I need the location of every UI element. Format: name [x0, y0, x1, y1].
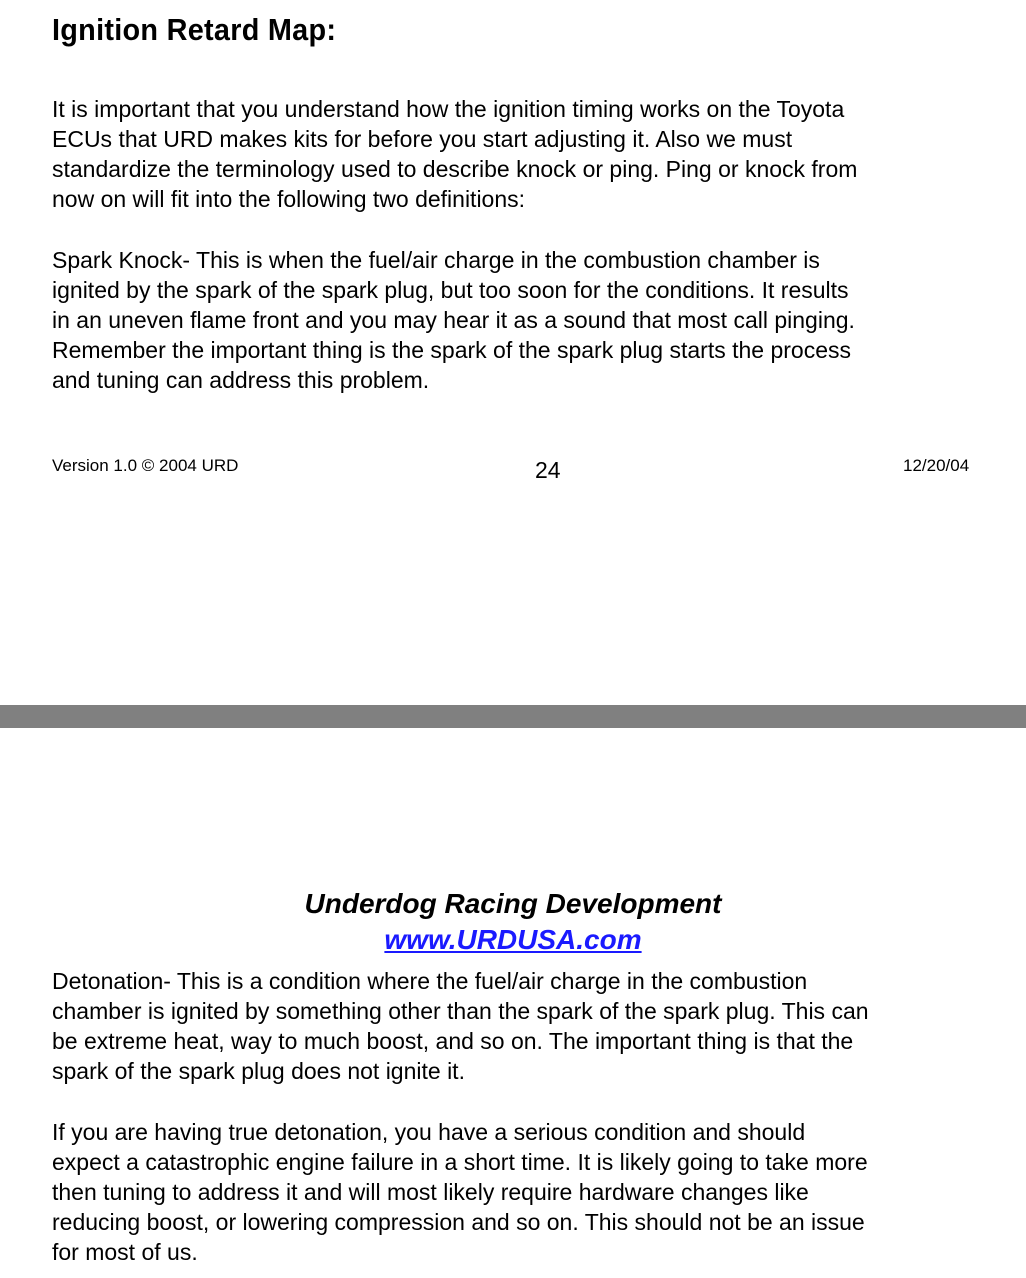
paragraph-line: Remember the important thing is the spark of the spark plug starts the process	[52, 337, 851, 363]
paragraph-line: in an uneven flame front and you may hear it as a sound that most call pinging.	[52, 307, 855, 333]
intro-paragraph	[52, 94, 982, 214]
paragraph-line: Detonation- This is a condition where the fuel/air charge in the combustion	[52, 968, 808, 994]
paragraph-line: and tuning can address this problem.	[52, 367, 430, 393]
spark-knock-paragraph	[52, 245, 982, 395]
detonation-paragraph	[52, 966, 982, 1086]
document-page-bottom	[0, 728, 1026, 1278]
paragraph-line: ignited by the spark of the spark plug, but too soon for the conditions. It results	[52, 277, 849, 303]
paragraph-line: spark of the spark plug does not ignite it.	[52, 1058, 465, 1084]
paragraph-line: now on will fit into the following two definitions:	[52, 186, 526, 212]
section-heading: Ignition Retard Map:	[52, 12, 337, 47]
paragraph-line: for most of us.	[52, 1239, 198, 1265]
paragraph-line: ECUs that URD makes kits for before you start adjusting it. Also we must	[52, 126, 793, 152]
paragraph-line: reducing boost, or lowering compression and so on. This should not be an issue	[52, 1209, 865, 1235]
paragraph-line: Spark Knock- This is when the fuel/air charge in the combustion chamber is	[52, 247, 820, 273]
paragraph-line: If you are having true detonation, you have a serious condition and should	[52, 1119, 806, 1145]
paragraph-line: It is important that you understand how the ignition timing works on the Toyota	[52, 96, 845, 122]
footer-version: Version 1.0 © 2004 URD	[52, 456, 239, 475]
paragraph-line: then tuning to address it and will most likely require hardware changes like	[52, 1179, 809, 1205]
page-number: 24	[535, 457, 561, 483]
paragraph-line: expect a catastrophic engine failure in a short time. It is likely going to take more	[52, 1149, 868, 1175]
page-separator	[0, 705, 1026, 728]
footer-date: 12/20/04	[903, 456, 970, 475]
paragraph-line: standardize the terminology used to describe knock or ping. Ping or knock from	[52, 156, 858, 182]
website-link[interactable]: www.URDUSA.com	[384, 924, 642, 955]
paragraph-line: be extreme heat, way to much boost, and so on. The important thing is that the	[52, 1028, 854, 1054]
company-name: Underdog Racing Development	[304, 888, 722, 919]
paragraph-line: chamber is ignited by something other than the spark of the spark plug. This can	[52, 998, 869, 1024]
true-detonation-paragraph	[52, 1117, 982, 1267]
